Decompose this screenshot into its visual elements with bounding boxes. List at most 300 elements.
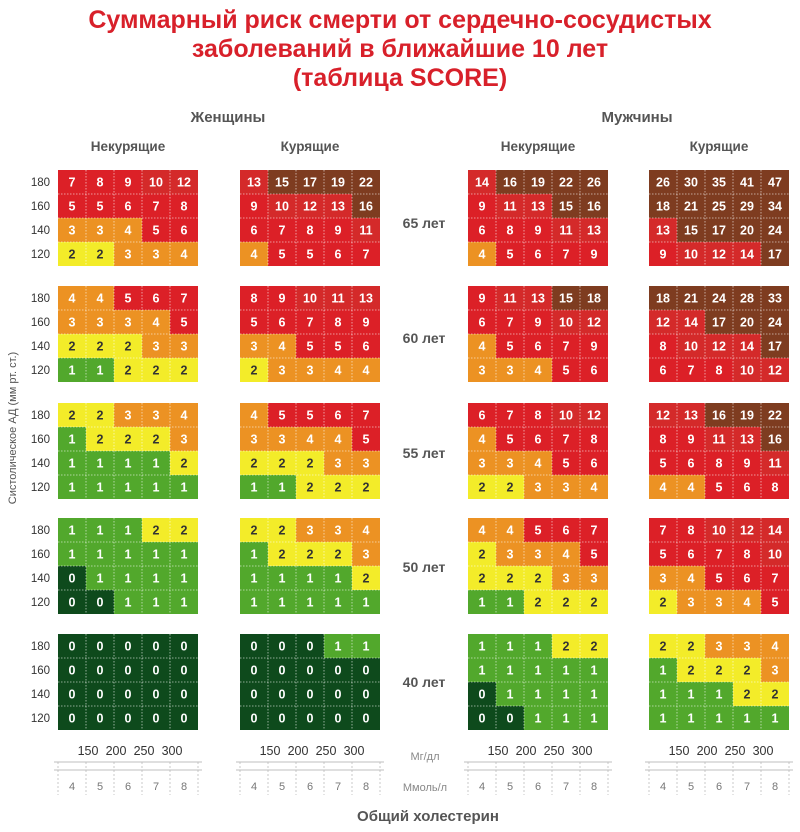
risk-value: 1 [68, 480, 76, 495]
risk-value: 0 [96, 639, 104, 654]
risk-value: 4 [362, 523, 370, 538]
mgdl-tick-label: 250 [315, 744, 337, 758]
risk-value: 11 [712, 432, 726, 447]
risk-value: 12 [740, 523, 754, 538]
risk-value: 4 [152, 315, 160, 330]
risk-value: 7 [590, 523, 598, 538]
risk-value: 4 [534, 456, 542, 471]
mmol-tick-label: 6 [306, 781, 314, 793]
risk-value: 6 [478, 223, 486, 238]
risk-value: 6 [687, 547, 695, 562]
risk-value: 0 [250, 639, 258, 654]
risk-value: 2 [306, 456, 314, 471]
mmol-tick-label: 8 [590, 781, 598, 793]
risk-value: 0 [124, 663, 132, 678]
risk-value: 2 [562, 595, 570, 610]
risk-value: 5 [715, 480, 723, 495]
risk-value: 3 [534, 547, 542, 562]
risk-value: 10 [740, 363, 754, 378]
risk-value: 2 [152, 432, 160, 447]
risk-value: 1 [180, 480, 188, 495]
bp-tick-label: 160 [30, 201, 50, 213]
risk-value: 0 [250, 711, 258, 726]
mmol-tick-label: 8 [180, 781, 188, 793]
risk-value: 0 [124, 711, 132, 726]
risk-value: 13 [656, 223, 670, 238]
risk-value: 0 [306, 663, 314, 678]
risk-value: 1 [250, 571, 258, 586]
risk-value: 4 [362, 363, 370, 378]
risk-value: 0 [250, 663, 258, 678]
risk-value: 0 [152, 639, 160, 654]
risk-value: 3 [506, 456, 514, 471]
risk-value: 10 [559, 315, 573, 330]
risk-value: 11 [559, 223, 573, 238]
risk-value: 9 [250, 199, 258, 214]
risk-value: 6 [478, 408, 486, 423]
risk-value: 2 [659, 595, 667, 610]
mmol-tick-label: 7 [334, 781, 342, 793]
risk-value: 15 [684, 223, 698, 238]
risk-value: 0 [68, 711, 76, 726]
risk-value: 1 [278, 595, 286, 610]
risk-value: 8 [96, 175, 104, 190]
risk-value: 6 [152, 291, 160, 306]
mmol-tick-label: 4 [68, 781, 76, 793]
risk-value: 8 [306, 223, 314, 238]
risk-value: 1 [478, 595, 486, 610]
mmol-tick-label: 4 [478, 781, 486, 793]
risk-value: 13 [331, 199, 345, 214]
risk-value: 5 [534, 523, 542, 538]
risk-value: 7 [362, 408, 370, 423]
mgdl-tick-label: 150 [259, 744, 281, 758]
x-axis-label: Общий холестерин [357, 808, 499, 825]
risk-value: 0 [250, 687, 258, 702]
mgdl-tick-label: 150 [77, 744, 99, 758]
risk-value: 7 [687, 363, 695, 378]
risk-value: 6 [124, 199, 132, 214]
risk-value: 1 [362, 639, 370, 654]
risk-value: 3 [362, 547, 370, 562]
risk-value: 3 [250, 339, 258, 354]
bp-tick-label: 180 [30, 410, 50, 422]
risk-value: 9 [659, 247, 667, 262]
risk-value: 5 [362, 432, 370, 447]
risk-value: 1 [124, 595, 132, 610]
bp-tick-label: 180 [30, 525, 50, 537]
risk-value: 2 [534, 595, 542, 610]
mgdl-tick-label: 300 [752, 744, 774, 758]
risk-value: 10 [768, 547, 782, 562]
risk-value: 4 [180, 247, 188, 262]
risk-value: 3 [334, 456, 342, 471]
risk-value: 1 [362, 595, 370, 610]
risk-value: 11 [503, 291, 517, 306]
risk-value: 12 [177, 175, 191, 190]
risk-value: 4 [478, 432, 486, 447]
risk-value: 24 [712, 291, 726, 306]
risk-value: 5 [250, 315, 258, 330]
risk-value: 4 [771, 639, 779, 654]
risk-value: 4 [590, 480, 598, 495]
risk-value: 18 [587, 291, 601, 306]
sex-label-men: Мужчины [601, 109, 673, 126]
risk-value: 3 [278, 363, 286, 378]
risk-value: 5 [278, 247, 286, 262]
mgdl-tick-label: 300 [343, 744, 365, 758]
risk-value: 13 [531, 291, 545, 306]
risk-value: 0 [68, 639, 76, 654]
risk-value: 5 [506, 339, 514, 354]
risk-value: 3 [715, 595, 723, 610]
risk-value: 3 [68, 315, 76, 330]
risk-value: 11 [331, 291, 345, 306]
risk-value: 2 [659, 639, 667, 654]
bp-tick-label: 160 [30, 434, 50, 446]
mgdl-tick-label: 200 [696, 744, 718, 758]
risk-value: 3 [180, 339, 188, 354]
mgdl-unit-label: Мг/дл [410, 751, 440, 763]
risk-value: 1 [659, 663, 667, 678]
risk-value: 1 [250, 547, 258, 562]
risk-value: 1 [278, 480, 286, 495]
mmol-tick-label: 5 [96, 781, 104, 793]
risk-value: 5 [180, 315, 188, 330]
bp-tick-label: 160 [30, 317, 50, 329]
age-label: 55 лет [402, 445, 446, 461]
risk-value: 0 [124, 687, 132, 702]
sex-label-women: Женщины [190, 109, 266, 126]
risk-value: 13 [247, 175, 261, 190]
risk-value: 3 [152, 408, 160, 423]
bp-tick-label: 140 [30, 458, 50, 470]
risk-value: 12 [303, 199, 317, 214]
risk-value: 2 [562, 639, 570, 654]
risk-value: 2 [278, 547, 286, 562]
mgdl-tick-label: 300 [571, 744, 593, 758]
mmol-tick-label: 5 [278, 781, 286, 793]
risk-value: 12 [712, 339, 726, 354]
mgdl-tick-label: 250 [724, 744, 746, 758]
risk-value: 9 [590, 247, 598, 262]
risk-value: 0 [478, 711, 486, 726]
risk-value: 2 [68, 408, 76, 423]
risk-value: 15 [559, 199, 573, 214]
risk-value: 16 [359, 199, 373, 214]
risk-value: 13 [531, 199, 545, 214]
risk-value: 1 [590, 711, 598, 726]
mgdl-tick-label: 250 [543, 744, 565, 758]
risk-value: 15 [275, 175, 289, 190]
risk-value: 10 [303, 291, 317, 306]
risk-value: 8 [771, 480, 779, 495]
risk-value: 4 [478, 523, 486, 538]
risk-value: 6 [659, 363, 667, 378]
risk-value: 4 [562, 547, 570, 562]
risk-value: 8 [687, 523, 695, 538]
risk-value: 2 [743, 663, 751, 678]
risk-value: 3 [659, 571, 667, 586]
risk-value: 3 [506, 547, 514, 562]
risk-value: 6 [534, 432, 542, 447]
risk-value: 1 [278, 571, 286, 586]
risk-value: 8 [659, 432, 667, 447]
risk-value: 1 [715, 711, 723, 726]
risk-value: 1 [534, 687, 542, 702]
risk-value: 41 [740, 175, 754, 190]
risk-value: 12 [656, 408, 670, 423]
risk-value: 2 [687, 639, 695, 654]
risk-value: 1 [180, 595, 188, 610]
risk-value: 9 [478, 291, 486, 306]
risk-value: 1 [124, 480, 132, 495]
bp-tick-label: 160 [30, 665, 50, 677]
risk-value: 7 [506, 408, 514, 423]
mgdl-tick-label: 250 [133, 744, 155, 758]
risk-value: 5 [506, 432, 514, 447]
risk-value: 1 [562, 663, 570, 678]
risk-value: 18 [656, 199, 670, 214]
risk-value: 16 [768, 432, 782, 447]
risk-value: 2 [180, 456, 188, 471]
risk-value: 1 [68, 547, 76, 562]
risk-value: 11 [768, 456, 782, 471]
risk-value: 6 [478, 315, 486, 330]
risk-value: 1 [478, 639, 486, 654]
risk-value: 6 [687, 456, 695, 471]
risk-value: 21 [684, 291, 698, 306]
risk-value: 9 [534, 315, 542, 330]
risk-value: 17 [712, 315, 726, 330]
risk-value: 4 [659, 480, 667, 495]
risk-value: 0 [152, 687, 160, 702]
risk-value: 6 [362, 339, 370, 354]
risk-value: 4 [278, 339, 286, 354]
risk-value: 2 [715, 663, 723, 678]
risk-value: 0 [362, 711, 370, 726]
bp-tick-label: 120 [30, 249, 50, 261]
risk-value: 15 [559, 291, 573, 306]
mgdl-tick-label: 200 [515, 744, 537, 758]
risk-value: 5 [506, 247, 514, 262]
risk-value: 0 [152, 663, 160, 678]
risk-value: 13 [684, 408, 698, 423]
risk-value: 2 [506, 571, 514, 586]
risk-value: 2 [68, 247, 76, 262]
risk-value: 11 [359, 223, 373, 238]
risk-value: 0 [362, 663, 370, 678]
risk-value: 5 [96, 199, 104, 214]
risk-value: 9 [687, 432, 695, 447]
risk-value: 2 [590, 595, 598, 610]
risk-value: 4 [250, 247, 258, 262]
risk-value: 22 [359, 175, 373, 190]
risk-value: 4 [743, 595, 751, 610]
risk-value: 2 [362, 480, 370, 495]
risk-value: 7 [562, 432, 570, 447]
risk-value: 13 [587, 223, 601, 238]
risk-value: 14 [740, 247, 754, 262]
risk-value: 6 [743, 571, 751, 586]
risk-value: 3 [478, 456, 486, 471]
risk-value: 2 [152, 363, 160, 378]
risk-value: 3 [562, 571, 570, 586]
risk-value: 4 [506, 523, 514, 538]
risk-value: 6 [590, 456, 598, 471]
risk-value: 2 [506, 480, 514, 495]
risk-value: 1 [96, 456, 104, 471]
risk-value: 12 [587, 315, 601, 330]
age-label: 60 лет [402, 330, 446, 346]
risk-value: 17 [768, 339, 782, 354]
risk-value: 1 [659, 687, 667, 702]
risk-value: 2 [478, 571, 486, 586]
risk-value: 1 [306, 571, 314, 586]
risk-value: 3 [124, 247, 132, 262]
risk-value: 4 [687, 571, 695, 586]
risk-value: 6 [334, 247, 342, 262]
risk-value: 14 [768, 523, 782, 538]
mmol-tick-label: 5 [687, 781, 695, 793]
risk-value: 7 [362, 247, 370, 262]
risk-value: 0 [152, 711, 160, 726]
risk-value: 8 [506, 223, 514, 238]
risk-value: 12 [587, 408, 601, 423]
risk-value: 1 [687, 687, 695, 702]
mgdl-tick-label: 150 [487, 744, 509, 758]
risk-value: 2 [687, 663, 695, 678]
risk-value: 1 [687, 711, 695, 726]
risk-value: 6 [534, 247, 542, 262]
risk-value: 5 [715, 571, 723, 586]
risk-value: 8 [590, 432, 598, 447]
risk-value: 5 [562, 363, 570, 378]
risk-value: 6 [743, 480, 751, 495]
risk-value: 13 [740, 432, 754, 447]
risk-value: 9 [334, 223, 342, 238]
risk-value: 3 [68, 223, 76, 238]
risk-value: 0 [506, 711, 514, 726]
risk-value: 1 [478, 663, 486, 678]
bp-tick-label: 140 [30, 341, 50, 353]
risk-value: 1 [152, 480, 160, 495]
risk-value: 1 [96, 547, 104, 562]
risk-value: 3 [562, 480, 570, 495]
risk-value: 1 [124, 547, 132, 562]
risk-value: 3 [771, 663, 779, 678]
risk-value: 7 [68, 175, 76, 190]
risk-value: 0 [478, 687, 486, 702]
risk-value: 4 [124, 223, 132, 238]
risk-value: 2 [771, 687, 779, 702]
risk-value: 10 [684, 339, 698, 354]
risk-value: 0 [334, 663, 342, 678]
risk-value: 30 [684, 175, 698, 190]
risk-value: 7 [180, 291, 188, 306]
risk-value: 1 [96, 480, 104, 495]
risk-value: 0 [278, 663, 286, 678]
risk-value: 3 [96, 315, 104, 330]
risk-value: 24 [768, 315, 782, 330]
risk-value: 1 [743, 711, 751, 726]
risk-value: 5 [152, 223, 160, 238]
risk-value: 2 [334, 547, 342, 562]
mmol-tick-label: 6 [715, 781, 723, 793]
risk-value: 0 [334, 687, 342, 702]
risk-value: 1 [334, 595, 342, 610]
risk-value: 4 [68, 291, 76, 306]
risk-value: 35 [712, 175, 726, 190]
risk-value: 3 [278, 432, 286, 447]
smoking-label: Курящие [280, 139, 340, 154]
risk-value: 19 [740, 408, 754, 423]
risk-value: 2 [68, 339, 76, 354]
risk-value: 1 [334, 571, 342, 586]
age-label: 65 лет [402, 215, 446, 231]
risk-value: 3 [180, 432, 188, 447]
risk-value: 14 [475, 175, 489, 190]
risk-value: 1 [534, 711, 542, 726]
risk-value: 1 [68, 432, 76, 447]
bp-tick-label: 180 [30, 293, 50, 305]
risk-value: 4 [478, 247, 486, 262]
risk-value: 4 [180, 408, 188, 423]
risk-value: 1 [562, 711, 570, 726]
risk-value: 0 [68, 663, 76, 678]
risk-value: 20 [740, 315, 754, 330]
risk-value: 0 [180, 687, 188, 702]
risk-value: 2 [306, 480, 314, 495]
risk-value: 17 [303, 175, 317, 190]
risk-value: 2 [152, 523, 160, 538]
risk-value: 7 [715, 547, 723, 562]
risk-value: 1 [152, 595, 160, 610]
risk-value: 3 [124, 315, 132, 330]
risk-value: 28 [740, 291, 754, 306]
risk-value: 1 [590, 663, 598, 678]
risk-value: 0 [362, 687, 370, 702]
risk-value: 2 [478, 547, 486, 562]
title-line-3: (таблица SCORE) [292, 64, 508, 92]
mmol-tick-label: 4 [659, 781, 667, 793]
risk-value: 2 [180, 363, 188, 378]
risk-value: 5 [306, 408, 314, 423]
smoking-label: Некурящие [500, 139, 576, 154]
risk-value: 19 [531, 175, 545, 190]
bp-tick-label: 120 [30, 597, 50, 609]
risk-value: 0 [68, 687, 76, 702]
risk-value: 0 [180, 663, 188, 678]
risk-value: 0 [68, 571, 76, 586]
risk-value: 47 [768, 175, 782, 190]
risk-value: 1 [534, 663, 542, 678]
mmol-tick-label: 7 [743, 781, 751, 793]
risk-value: 5 [278, 408, 286, 423]
risk-value: 7 [152, 199, 160, 214]
risk-value: 2 [306, 547, 314, 562]
risk-value: 5 [306, 339, 314, 354]
risk-value: 2 [180, 523, 188, 538]
risk-value: 1 [334, 639, 342, 654]
mgdl-tick-label: 150 [668, 744, 690, 758]
risk-value: 11 [503, 199, 517, 214]
risk-value: 9 [743, 456, 751, 471]
risk-value: 22 [559, 175, 573, 190]
risk-value: 7 [562, 339, 570, 354]
mgdl-tick-label: 300 [161, 744, 183, 758]
risk-value: 16 [712, 408, 726, 423]
